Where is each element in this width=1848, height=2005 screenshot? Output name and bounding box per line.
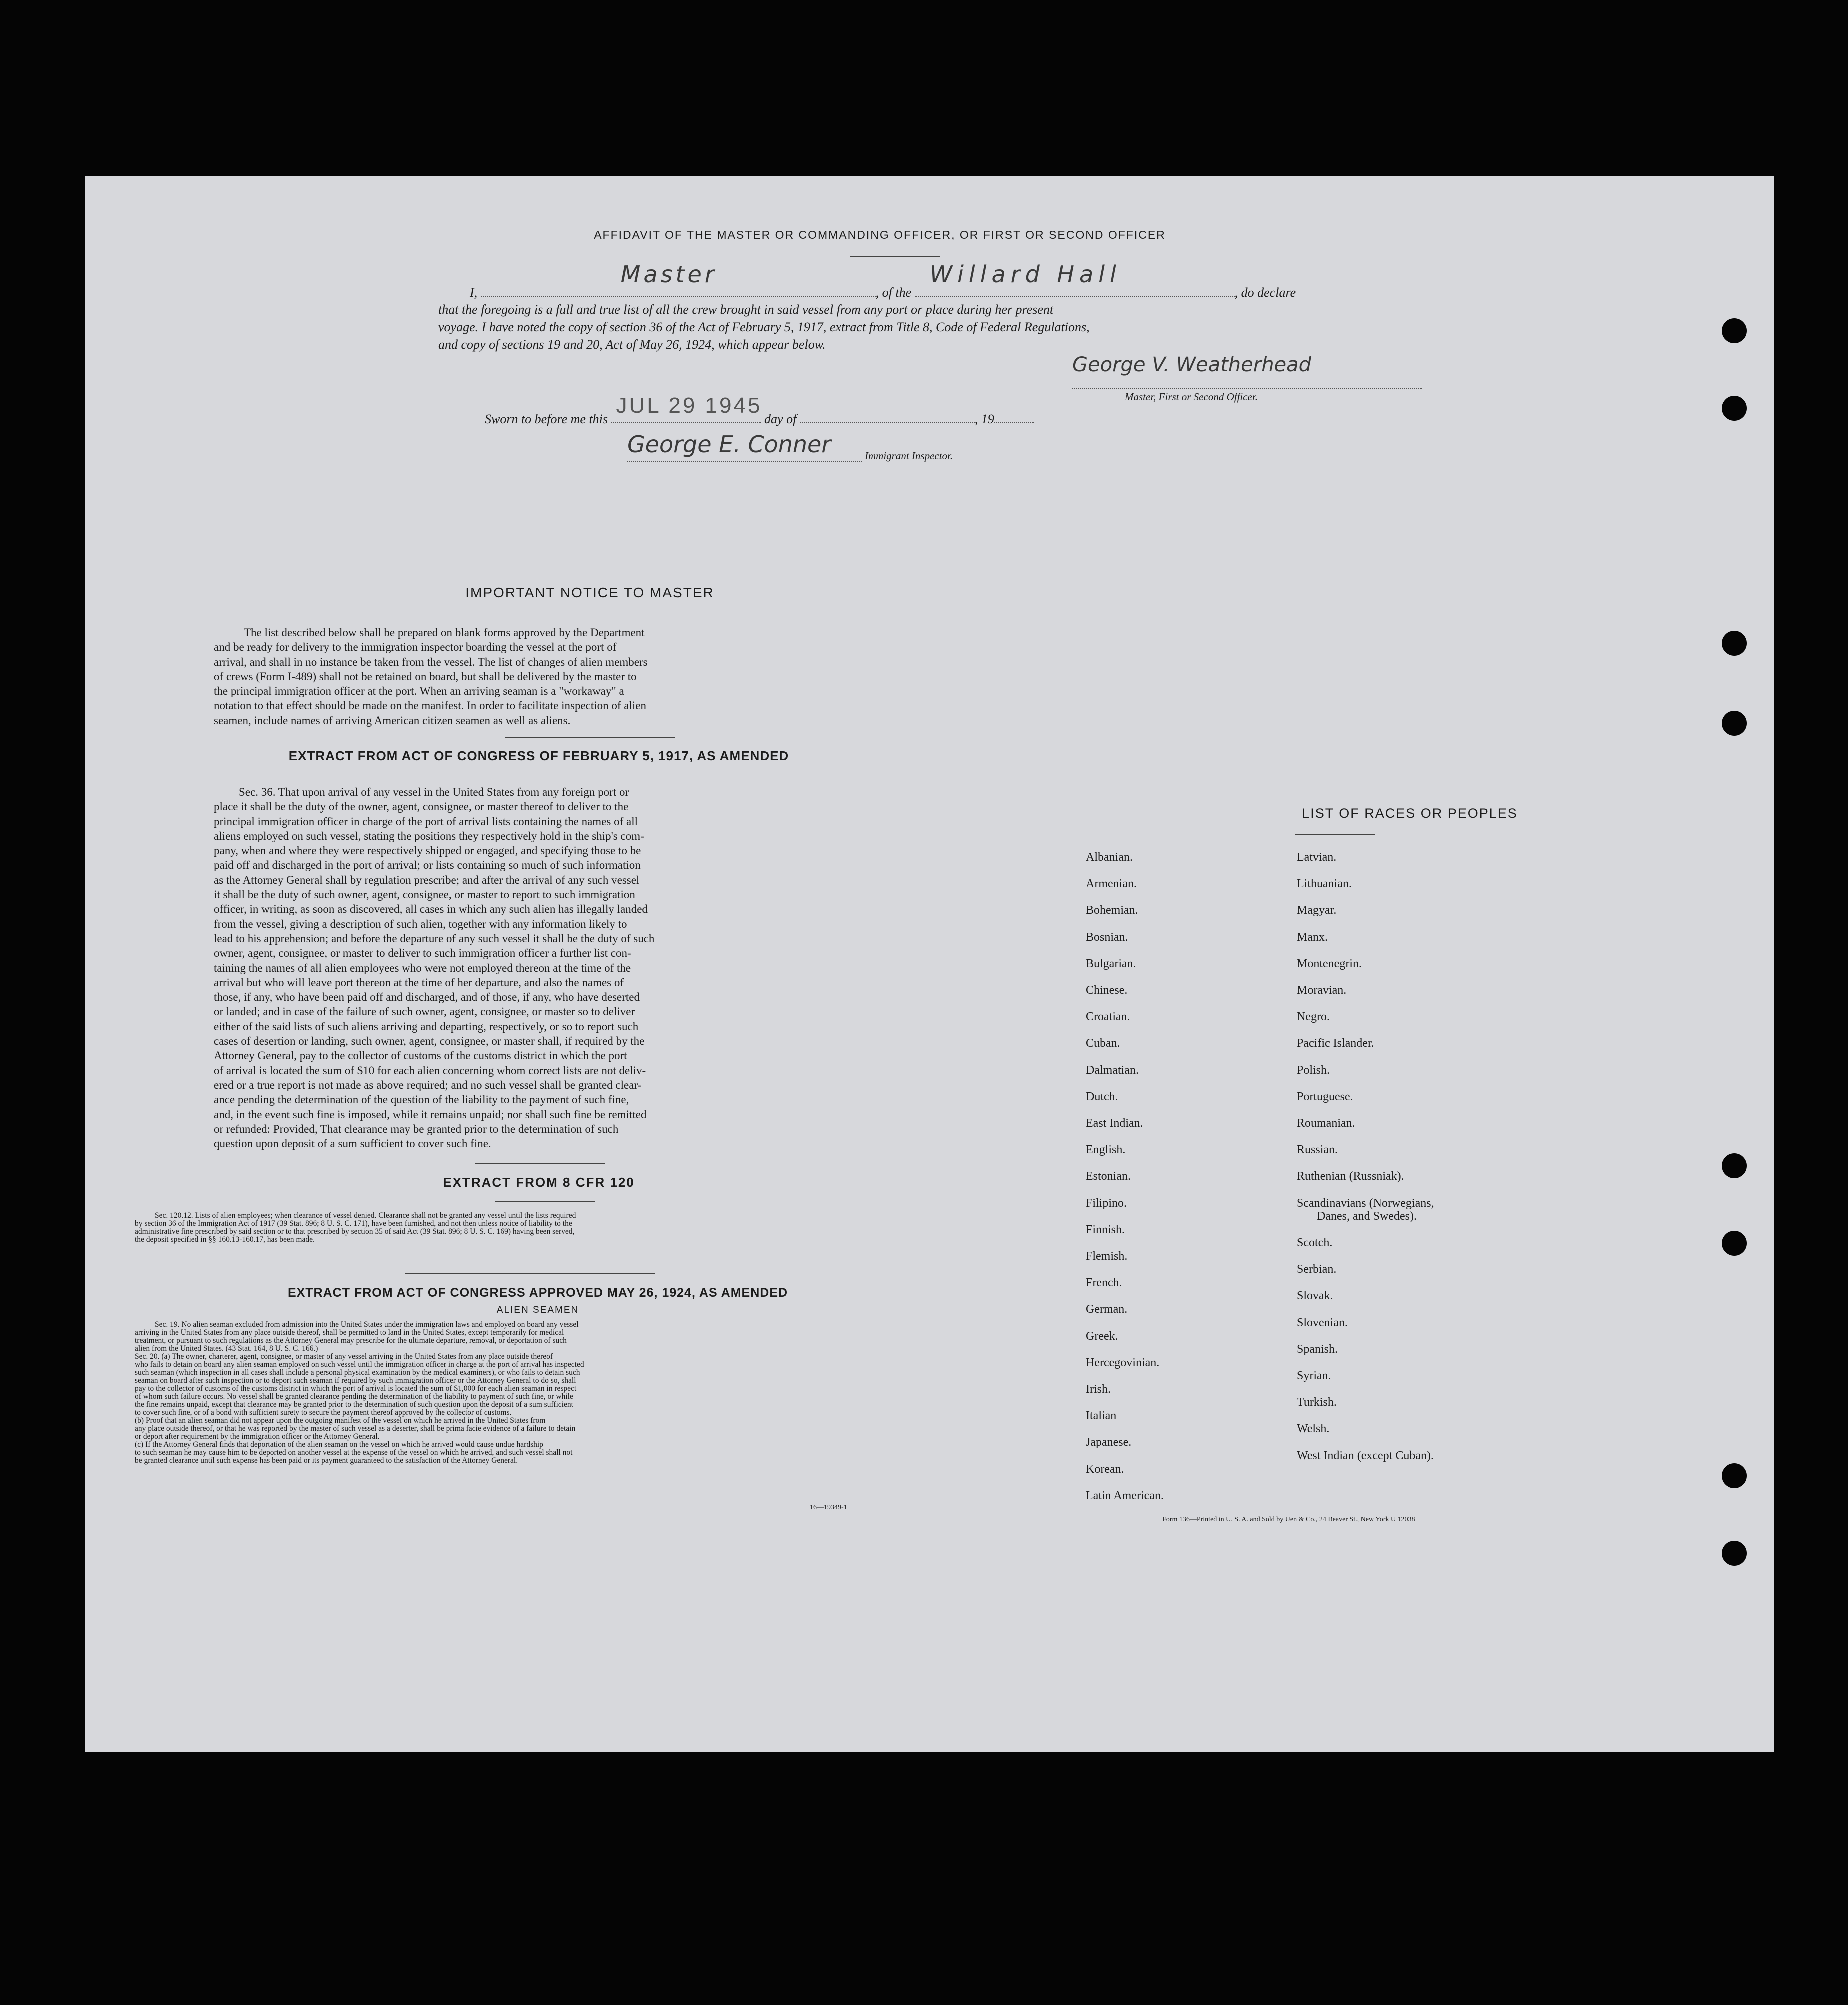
text-line: pany, when and where they were respectively shipped or engaged, and specifying those to be: [214, 844, 641, 857]
race-item: Italian: [1086, 1409, 1117, 1423]
text-line: Sec. 120.12. Lists of alien employees; when clearance of vessel denied. Clearance shall not be granted any vessel until the lists required: [155, 1211, 576, 1220]
race-item: Japanese.: [1086, 1436, 1132, 1449]
act-1924-subtitle: ALIEN SEAMEN: [496, 1305, 579, 1315]
race-item: Latvian.: [1297, 851, 1337, 864]
year-label: , 19: [974, 412, 994, 426]
text-line: Sec. 36. That upon arrival of any vessel in the United States from any foreign port or: [239, 786, 629, 798]
divider: [495, 1201, 595, 1202]
sworn-label: Sworn to before me this: [485, 412, 608, 426]
race-item: Albanian.: [1086, 851, 1133, 864]
race-item: Hercegovinian.: [1086, 1356, 1160, 1369]
text-line: seamen, include names of arriving American citizen seamen as well as aliens.: [214, 714, 571, 727]
race-item: French.: [1086, 1276, 1122, 1290]
text-line: any place outside thereof, or that he was reported by the master of such vessel as a deserter, shall be prima facie evidence of a failure to detain: [135, 1424, 576, 1433]
punch-hole: [1722, 1153, 1747, 1178]
vessel-value: Willard Hall: [929, 261, 1121, 288]
race-item: Roumanian.: [1297, 1117, 1355, 1130]
text-line: principal immigration officer in charge of the port of arrival lists containing the names of all: [214, 815, 638, 828]
text-line: the principal immigration officer at the port. When an arriving seaman is a "workaway" a: [214, 685, 624, 698]
race-item: Bosnian.: [1086, 930, 1128, 944]
text-line: (c) If the Attorney General finds that deportation of the alien seaman on the vessel on which he arrived would cause undue hardship: [135, 1440, 543, 1449]
race-item: Magyar.: [1297, 904, 1337, 917]
text-line: lead to his apprehension; and before the departure of any such vessel it shall be the duty of such: [214, 932, 655, 945]
declaration-line-1: [470, 261, 1470, 300]
text-line: as the Attorney General shall by regulation prescribe; and after the arrival of any such vessel: [214, 873, 640, 886]
text-line: from the vessel, giving a description of such alien, together with any information likely to: [214, 917, 627, 930]
race-item: Bohemian.: [1086, 904, 1138, 917]
inspector-caption: Immigrant Inspector.: [865, 450, 953, 462]
race-item: Dalmatian.: [1086, 1063, 1139, 1077]
form-code: 16—19349-1: [810, 1504, 847, 1511]
do-declare-label: , do declare: [1234, 285, 1296, 300]
inspector-signature: George E. Conner: [627, 431, 831, 458]
text-line: to such seaman he may cause him to be deported on another vessel at the expense of the vessel on which he arrived, and such vessel shall not: [135, 1448, 573, 1457]
text-line: of whom such failure occurs. No vessel shall be granted clearance pending the determination of the liability to payment of such fine, or while: [135, 1392, 573, 1401]
races-title: LIST OF RACES OR PEOPLES: [1302, 806, 1518, 821]
text-line: Sec. 19. No alien seaman excluded from admission into the United States under the immigration laws and employed on board any vessel: [155, 1320, 579, 1329]
text-line: and, in the event such fine is imposed, while it remains unpaid; nor shall such fine be remitted: [214, 1108, 647, 1121]
race-item: Irish.: [1086, 1383, 1111, 1396]
text-line: (b) Proof that an alien seaman did not appear upon the outgoing manifest of the vessel on which he arrived in the United States from: [135, 1416, 546, 1425]
declaration-line-3: voyage. I have noted the copy of section 36 of the Act of February 5, 1917, extract from Title 8, Code of Federal Regulations,: [438, 320, 1090, 334]
name-value: Master: [620, 261, 717, 288]
text-line: place it shall be the duty of the owner, agent, consignee, or master thereof to deliver to the: [214, 800, 629, 813]
text-line: of arrival is located the sum of $10 for each alien concerning whom correct lists are not deliv-: [214, 1064, 646, 1077]
race-item: Bulgarian.: [1086, 957, 1136, 970]
text-line: aliens employed on such vessel, stating the positions they respectively hold in the ship's com-: [214, 829, 644, 842]
divider: [475, 1163, 605, 1164]
text-line: cases of desertion or landing, such owner, agent, consignee, or master shall, if required by the: [214, 1035, 645, 1048]
text-line: it shall be the duty of such owner, agent, consignee, or master to report to such immigration: [214, 888, 635, 901]
cfr-text: [135, 1212, 941, 1244]
divider: [505, 737, 675, 738]
text-line: arrival but who will leave port thereon at the time of her departure, and also the names of: [214, 976, 624, 989]
document-page: [85, 176, 1774, 1752]
race-item: Chinese.: [1086, 984, 1128, 997]
race-item: Korean.: [1086, 1462, 1124, 1476]
race-item: Moravian.: [1297, 984, 1347, 997]
i-label: I,: [470, 285, 478, 300]
text-line: to cover such fine, or of a bond with sufficient surety to secure the payment thereof approved by the collector of customs.: [135, 1408, 512, 1417]
race-item: Syrian.: [1297, 1369, 1331, 1382]
text-line: and be ready for delivery to the immigration inspector boarding the vessel at the port of: [214, 641, 617, 654]
race-item: Polish.: [1297, 1063, 1330, 1077]
text-line: be granted clearance until such expense has been paid or its payment guaranteed to the satisfaction of the Attorney General.: [135, 1456, 518, 1465]
text-line: owner, agent, consignee, or master to deliver to such immigration officer a further list con-: [214, 947, 631, 960]
punch-hole: [1722, 1231, 1747, 1256]
of-the-label: , of the: [875, 285, 912, 300]
text-line: administrative fine prescribed by said section or to that prescribed by section 35 of said Act (39 Stat. 896; 8 U. S. C. 169) having been served,: [135, 1227, 575, 1236]
race-item: Lithuanian.: [1297, 877, 1352, 891]
text-line: ered or a true report is not made as above required; and no such vessel shall be granted clear-: [214, 1078, 642, 1091]
sworn-line: [485, 393, 1034, 427]
text-line: taining the names of all alien employees who were not employed thereon at the time of the: [214, 961, 631, 974]
race-item: Ruthenian (Russniak).: [1297, 1170, 1404, 1183]
race-item: Turkish.: [1297, 1396, 1337, 1409]
race-item: Latin American.: [1086, 1489, 1164, 1502]
text-line: pay to the collector of customs of the customs district in which the port of arrival is located the sum of $1,000 for each alien seaman in respect: [135, 1384, 577, 1393]
declaration-line-2: that the foregoing is a full and true list of all the crew brought in said vessel from any port or place during her present: [438, 302, 1054, 317]
notice-text: [214, 625, 864, 728]
race-item: Slovak.: [1297, 1289, 1333, 1303]
text-line: seaman on board after such inspection or to deport such seaman if required by such immigration officer or the Attorney General to do so, shall: [135, 1376, 576, 1385]
race-item: Estonian.: [1086, 1170, 1131, 1183]
race-item: Negro.: [1297, 1010, 1330, 1024]
text-line: question upon deposit of a sum sufficient to cover such fine.: [214, 1137, 491, 1150]
act-1917-title: EXTRACT FROM ACT OF CONGRESS OF FEBRUARY 5, 1917, AS AMENDED: [288, 748, 789, 763]
race-item: Dutch.: [1086, 1090, 1118, 1103]
race-item: English.: [1086, 1143, 1126, 1157]
declaration-line-4: and copy of sections 19 and 20, Act of May 26, 1924, which appear below.: [438, 337, 826, 352]
race-item: Montenegrin.: [1297, 957, 1362, 970]
text-line: ance pending the determination of the question of the liability to the payment of such fine,: [214, 1093, 629, 1106]
text-line: arriving in the United States from any place outside thereof, shall be permitted to land in the United States, except temporarily for medical: [135, 1328, 564, 1337]
race-item: Manx.: [1297, 930, 1328, 944]
divider: [1295, 834, 1375, 835]
race-item: Scandinavians (Norwegians,: [1297, 1196, 1434, 1210]
race-item: Armenian.: [1086, 877, 1137, 891]
notice-title: IMPORTANT NOTICE TO MASTER: [465, 585, 714, 600]
text-line: either of the said lists of such aliens arriving and departing, respectively, or so to report such: [214, 1020, 639, 1033]
race-item: Danes, and Swedes).: [1317, 1209, 1417, 1223]
race-item: Slovenian.: [1297, 1316, 1348, 1329]
race-item: Serbian.: [1297, 1263, 1337, 1276]
text-line: officer, in writing, as soon as discovered, all cases in which any such alien has illegally landed: [214, 903, 648, 916]
text-line: alien from the United States. (43 Stat. 164, 8 U. S. C. 166.): [135, 1344, 318, 1353]
race-item: East Indian.: [1086, 1117, 1143, 1130]
text-line: such seaman (which inspection in all cases shall include a personal physical examination by the medical examiners), or who fails to detain such: [135, 1368, 580, 1377]
text-line: The list described below shall be prepared on blank forms approved by the Department: [244, 626, 645, 639]
divider: [405, 1273, 655, 1274]
race-item: Russian.: [1297, 1143, 1338, 1157]
race-item: Croatian.: [1086, 1010, 1130, 1024]
text-line: who fails to detain on board any alien seaman employed on such vessel until the immigration officer in charge at the port of arrival has inspected: [135, 1360, 584, 1369]
text-line: or deport after requirement by the immigration officer or the Attorney General.: [135, 1432, 380, 1441]
master-signature: George V. Weatherhead: [1072, 353, 1312, 376]
text-line: Attorney General, pay to the collector of customs of the customs district in which the port: [214, 1049, 627, 1062]
punch-hole: [1722, 1463, 1747, 1488]
master-caption: Master, First or Second Officer.: [1125, 391, 1258, 403]
punch-hole: [1722, 1541, 1747, 1566]
text-line: notation to that effect should be made on the manifest. In order to facilitate inspection of alien: [214, 699, 646, 712]
race-item: Scotch.: [1297, 1236, 1333, 1249]
divider: [850, 256, 940, 257]
text-line: by section 36 of the Immigration Act of 1917 (39 Stat. 896; 8 U. S. C. 171), have been furnished, and not then unless notice of liability to the: [135, 1219, 572, 1228]
text-line: the fine remains unpaid, except that clearance may be granted prior to the determination of such question upon the deposit of a sum sufficient: [135, 1400, 573, 1409]
race-item: Pacific Islander.: [1297, 1037, 1374, 1050]
act-1917-text: [214, 785, 864, 1151]
race-item: Spanish.: [1297, 1342, 1338, 1356]
race-item: Portuguese.: [1297, 1090, 1353, 1103]
affidavit-title: AFFIDAVIT OF THE MASTER OR COMMANDING OFFICER, OR FIRST OR SECOND OFFICER: [594, 228, 1166, 241]
act-1924-title: EXTRACT FROM ACT OF CONGRESS APPROVED MAY 26, 1924, AS AMENDED: [287, 1286, 788, 1300]
punch-hole: [1722, 396, 1747, 421]
race-item: German.: [1086, 1303, 1128, 1316]
act-1924-text: [135, 1321, 941, 1465]
race-item: Filipino.: [1086, 1196, 1127, 1210]
race-item: Welsh.: [1297, 1422, 1330, 1436]
date-stamp: JUL 29 1945: [616, 393, 762, 418]
day-of-label: day of: [764, 412, 797, 426]
text-line: of crews (Form I-489) shall not be retained on board, but shall be delivered by the master to: [214, 670, 637, 683]
form-footer: Form 136—Printed in U. S. A. and Sold by Uen & Co., 24 Beaver St., New York U 12038: [1162, 1516, 1415, 1523]
text-line: arrival, and shall in no instance be taken from the vessel. The list of changes of alien members: [214, 655, 648, 668]
race-item: West Indian (except Cuban).: [1297, 1449, 1434, 1462]
text-line: or refunded: Provided, That clearance may be granted prior to the determination of such: [214, 1122, 619, 1135]
race-item: Finnish.: [1086, 1223, 1125, 1236]
text-line: those, if any, who have been paid off and discharged, and of those, if any, who have deserted: [214, 991, 640, 1004]
text-line: Sec. 20. (a) The owner, charterer, agent, consignee, or master of any vessel arriving in the United States from any place outside thereof: [135, 1352, 553, 1361]
race-item: Greek.: [1086, 1329, 1118, 1343]
text-line: the deposit specified in §§ 160.13-160.17, has been made.: [135, 1235, 315, 1244]
race-item: Cuban.: [1086, 1037, 1120, 1050]
text-line: paid off and discharged in the port of arrival; or lists containing so much of such information: [214, 859, 641, 872]
punch-hole: [1722, 631, 1747, 656]
text-line: or landed; and in case of the failure of such owner, agent, consignee, or master so to deliver: [214, 1005, 635, 1018]
punch-hole: [1722, 318, 1747, 343]
race-item: Flemish.: [1086, 1250, 1128, 1263]
punch-hole: [1722, 711, 1747, 736]
text-line: treatment, or pursuant to such regulations as the Attorney General may prescribe for the ultimate departure, removal, or deportation of such: [135, 1336, 567, 1345]
cfr-title: EXTRACT FROM 8 CFR 120: [443, 1175, 635, 1190]
